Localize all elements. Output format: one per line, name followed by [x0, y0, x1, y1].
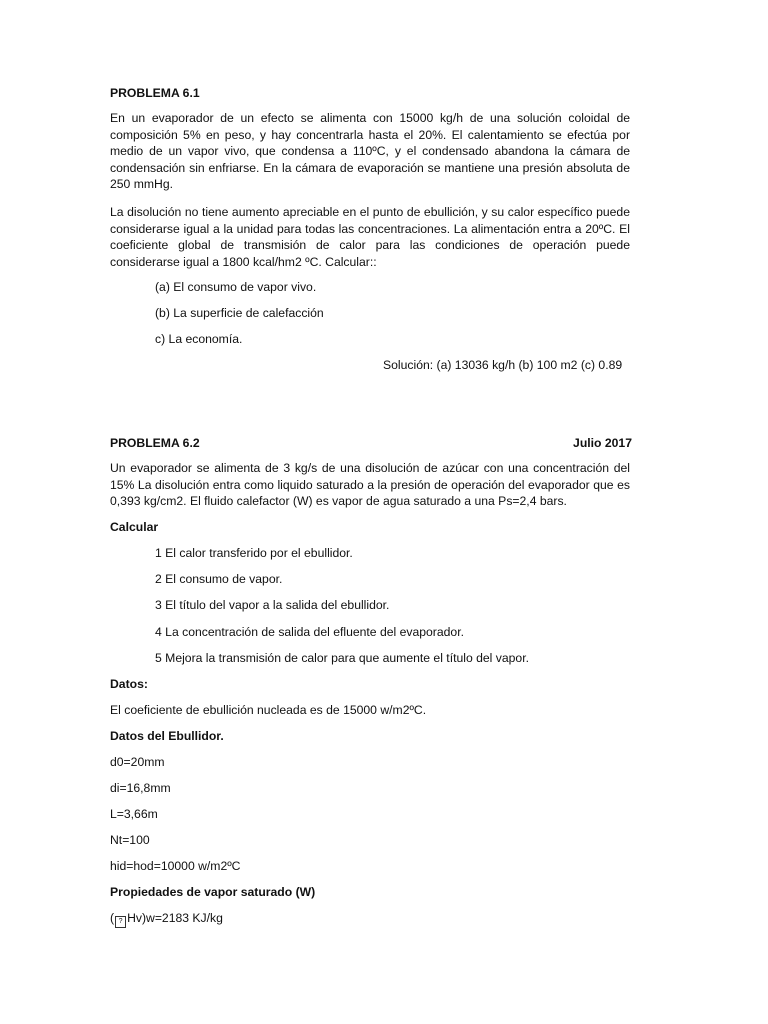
problem-1-item-c: c) La economía.	[155, 332, 243, 346]
reboiler-outer-diameter: d0=20mm	[110, 755, 165, 769]
problem-2-reboiler-heading: Datos del Ebullidor.	[110, 729, 224, 743]
steam-enthalpy-value: Hv)w=2183 KJ/kg	[127, 911, 223, 925]
problem-2-item-1: 1 El calor transferido por el ebullidor.	[155, 546, 353, 560]
problem-1-item-b: (b) La superficie de calefacción	[155, 306, 324, 320]
reboiler-film-coefficients: hid=hod=10000 w/m2ºC	[110, 859, 241, 873]
problem-2-item-3: 3 El título del vapor a la salida del ebullidor.	[155, 598, 390, 612]
reboiler-length: L=3,66m	[110, 807, 158, 821]
steam-enthalpy-line	[110, 910, 650, 928]
problem-1-title: PROBLEMA 6.1	[110, 86, 200, 100]
reboiler-tube-count: Nt=100	[110, 833, 150, 847]
problem-2-item-4: 4 La concentración de salida del efluente del evaporador.	[155, 625, 464, 639]
steam-enthalpy-prefix: (	[110, 911, 115, 925]
problem-1-item-a: (a) El consumo de vapor vivo.	[155, 280, 317, 294]
problem-2-header	[110, 435, 632, 452]
problem-1-solution: Solución: (a) 13036 kg/h (b) 100 m2 (c) 0.89	[383, 358, 623, 372]
problem-2-date: Julio 2017	[573, 436, 632, 450]
problem-2-item-2: 2 El consumo de vapor.	[155, 572, 283, 586]
problem-2-title: PROBLEMA 6.2	[110, 436, 200, 450]
problem-2-paragraph-1: Un evaporador se alimenta de 3 kg/s de una disolución de azúcar con una concentración del 15% La disolución entra como liquido saturado a la presión de operación del evaporador que es 0,393 kg/cm2. El fluido calefactor (W) es vapor de agua saturado a una Ps=2,4 bars.	[110, 461, 630, 509]
problem-2-item-5: 5 Mejora la transmisión de calor para que aumente el título del vapor.	[155, 651, 529, 665]
problem-2-calc-heading: Calcular	[110, 520, 159, 534]
problem-1-paragraph-1: En un evaporador de un efecto se alimenta con 15000 kg/h de una solución coloidal de composición 5% en peso, y hay concentrarla hasta el 20%. El calentamiento se efectúa por medio de un vapor vivo, que condensa a 110ºC, y el condensado abandona la cámara de condensación sin enfriarse. En la cámara de evaporación se mantiene una presión absoluta de 250 mmHg.	[110, 111, 630, 192]
reboiler-inner-diameter: di=16,8mm	[110, 781, 171, 795]
problem-2-steam-heading: Propiedades de vapor saturado (W)	[110, 885, 316, 899]
problem-1-paragraph-2: La disolución no tiene aumento apreciable en el punto de ebullición, y su calor específico puede considerarse igual a la unidad para todas las concentraciones. La alimentación entra a 20ºC. El coeficiente global de transmisión de calor para las condiciones de operación puede considerarse igual a 1800 kcal/hm2 ºC. Calcular::	[110, 205, 630, 269]
missing-glyph-icon: ?	[115, 916, 126, 928]
problem-2-boiling-coefficient: El coeficiente de ebullición nucleada es de 15000 w/m2ºC.	[110, 703, 427, 717]
problem-2-data-heading: Datos:	[110, 677, 148, 691]
